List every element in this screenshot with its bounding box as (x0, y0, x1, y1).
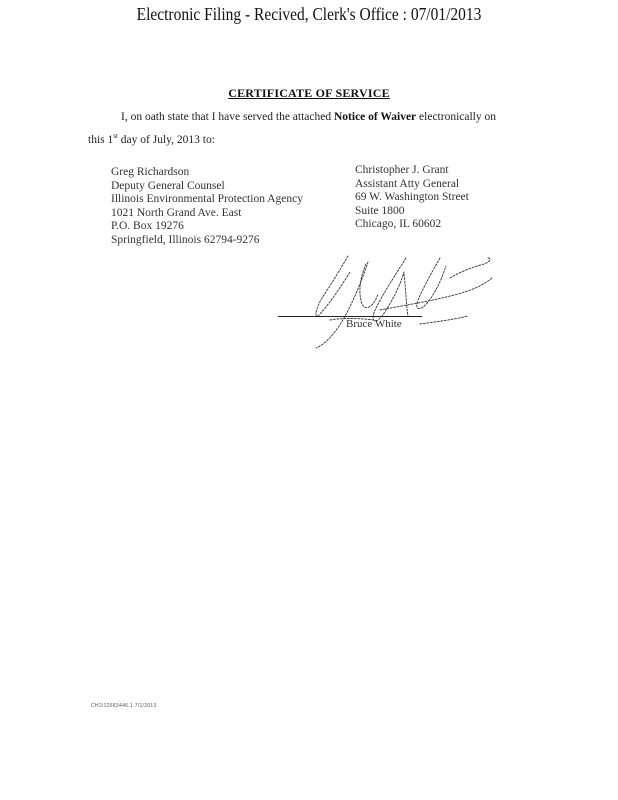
filing-stamp-header: Electronic Filing - Recived, Clerk's Office : 07/01/2013 (136, 4, 482, 24)
signature-line (278, 316, 422, 317)
date-suffix: day of July, 2013 to: (117, 134, 215, 146)
signer-name: Bruce White (346, 318, 402, 330)
address-line: Assistant Atty General (355, 177, 460, 190)
date-prefix: this 1 (88, 134, 114, 146)
date-ordinal-suffix: st (113, 132, 118, 141)
address-line: Greg Richardson (111, 166, 190, 178)
address-line: Suite 1800 (355, 204, 405, 217)
address-line: Christopher J. Grant (355, 164, 449, 176)
service-statement-line1 (121, 111, 496, 123)
document-footer-id: CH2\12683446.1 7/1/2013 (91, 703, 157, 709)
address-line: Illinois Environmental Protection Agency (111, 193, 303, 206)
certificate-title: CERTIFICATE OF SERVICE (228, 86, 390, 100)
address-line: 69 W. Washington Street (355, 191, 469, 204)
address-line: P.O. Box 19276 (111, 220, 184, 233)
statement-suffix: electronically on (416, 111, 496, 123)
handwritten-signature (270, 228, 500, 353)
service-statement-line2 (88, 134, 215, 146)
statement-prefix: I, on oath state that I have served the attached (121, 111, 334, 123)
served-document-name: Notice of Waiver (333, 111, 417, 123)
address-line: Deputy General Counsel (111, 179, 225, 192)
address-line: Springfield, Illinois 62794-9276 (111, 233, 260, 246)
address-line: Chicago, IL 60602 (355, 218, 442, 231)
address-line: 1021 North Grand Ave. East (111, 206, 242, 219)
recipient-address-right (355, 164, 469, 232)
